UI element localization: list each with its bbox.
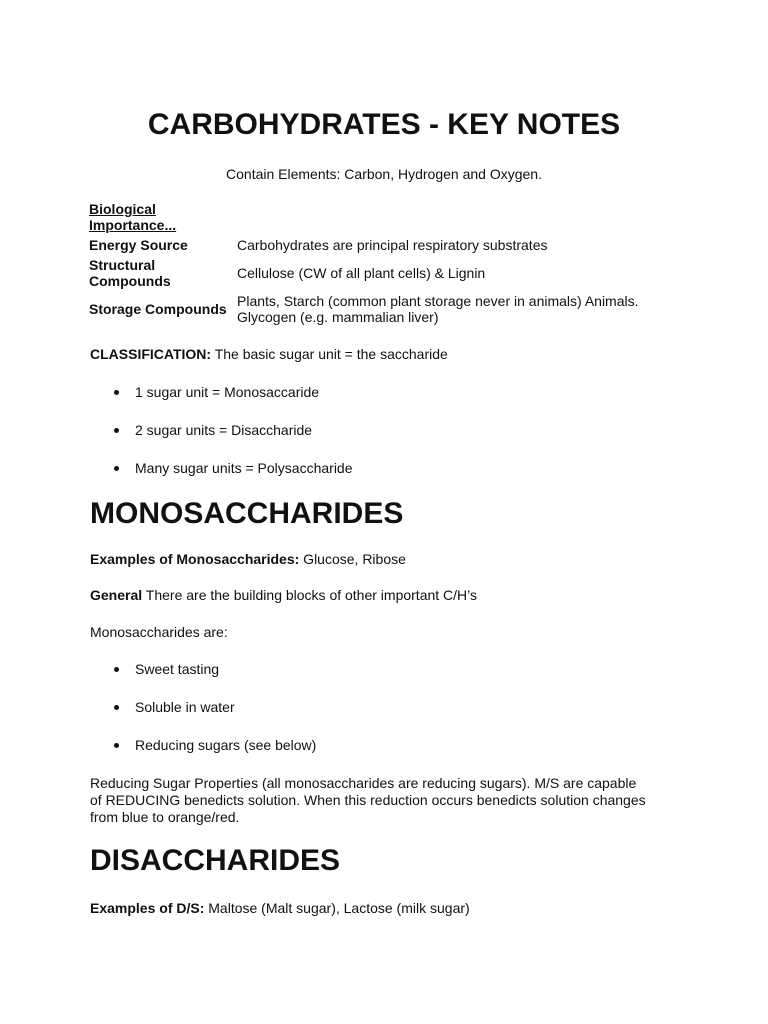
- row-label: Structural Compounds: [89, 257, 171, 289]
- monosaccharides-heading: MONOSACCHARIDES: [90, 497, 404, 530]
- list-item: Sweet tasting: [112, 661, 316, 699]
- list-item: 2 sugar units = Disaccharide: [112, 422, 353, 460]
- list-item: Soluble in water: [112, 699, 316, 737]
- mono-general-label: General: [90, 587, 143, 603]
- classification-text: The basic sugar unit = the saccharide: [211, 346, 448, 362]
- row-label: Energy Source: [89, 237, 188, 253]
- reducing-sugar-paragraph: Reducing Sugar Properties (all monosaccharides are reducing sugars). M/S are capable of REDUCING benedicts solution. When this reduction occurs benedicts solution changes from blue to orange/red.: [90, 775, 646, 825]
- disaccharides-heading: DISACCHARIDES: [90, 844, 341, 877]
- page-title: CARBOHYDRATES - KEY NOTES: [147, 108, 621, 141]
- disaccharide-examples-line: [90, 900, 470, 917]
- biological-importance-table: [89, 201, 679, 327]
- mono-are-label: Monosaccharides are:: [90, 624, 228, 640]
- list-item: Reducing sugars (see below): [112, 737, 316, 775]
- list-item: 1 sugar unit = Monosaccaride: [112, 384, 353, 422]
- disaccharide-examples-text: Maltose (Malt sugar), Lactose (milk sugar): [204, 900, 470, 916]
- mono-general-line: [90, 587, 477, 604]
- table-row: [89, 255, 679, 291]
- subtitle: Contain Elements: Carbon, Hydrogen and Oxygen.: [226, 166, 542, 182]
- mono-examples-line: [90, 551, 406, 568]
- classification-list: [112, 384, 353, 498]
- row-value: Carbohydrates are principal respiratory substrates: [237, 237, 548, 253]
- table-header: Biological Importance...: [89, 201, 177, 233]
- classification-line: [90, 346, 448, 363]
- table-header-row: [89, 201, 679, 235]
- row-value: Cellulose (CW of all plant cells) & Lignin: [237, 265, 486, 281]
- mono-properties-list: [112, 661, 316, 775]
- mono-general-text: There are the building blocks of other important C/H’s: [142, 587, 478, 603]
- classification-label: CLASSIFICATION:: [90, 346, 212, 362]
- mono-examples-text: Glucose, Ribose: [299, 551, 406, 567]
- list-item: Many sugar units = Polysaccharide: [112, 460, 353, 498]
- table-row: [89, 235, 679, 255]
- table-row: [89, 291, 679, 327]
- row-value: Plants, Starch (common plant storage never in animals) Animals. Glycogen (e.g. mammalian liver): [237, 293, 639, 325]
- disaccharide-examples-label: Examples of D/S:: [90, 900, 205, 916]
- row-label: Storage Compounds: [89, 301, 227, 317]
- mono-examples-label: Examples of Monosaccharides:: [90, 551, 300, 567]
